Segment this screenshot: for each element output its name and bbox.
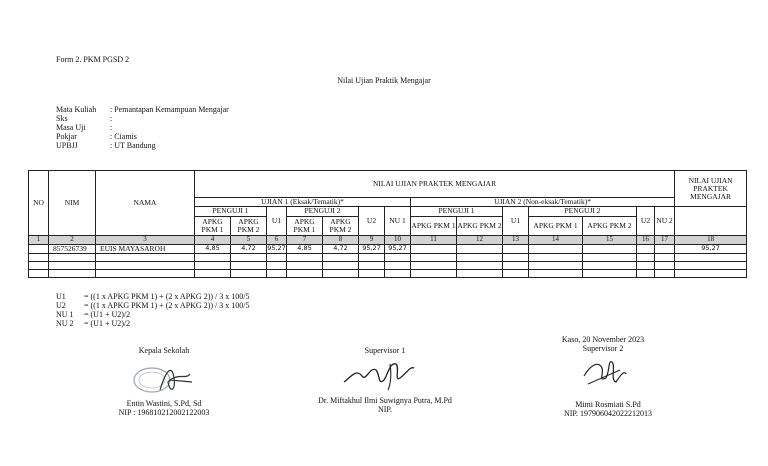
cell-apkg-2: 4,72 (231, 244, 267, 253)
signer-nip: NIP. 197906042022212013 (563, 408, 652, 418)
meta-value: : (110, 123, 113, 132)
meta-key: Mata Kuliah (56, 105, 97, 114)
header-apkg-pkm-1: APKG PKM 1 (287, 216, 323, 235)
column-number: 4 (195, 235, 231, 244)
formula-key: NU 1 (56, 310, 74, 319)
header-nama: NAMA (96, 171, 195, 236)
signature-role: Supervisor 2 (582, 343, 624, 353)
header-main: NILAI UJIAN PRAKTEK MENGAJAR (195, 171, 675, 198)
column-number: 1 (29, 235, 49, 244)
signature-role: Kepala Sekolah (138, 346, 190, 355)
header-final-blank (675, 207, 747, 235)
course-info (56, 106, 229, 151)
signer-name: Entin Wastini, S.Pd, Sd (126, 399, 202, 408)
meta-value: : (110, 114, 113, 123)
column-number-row (29, 235, 747, 244)
header-u1: U1 (503, 207, 529, 235)
cell-apkg-1: 4,85 (287, 244, 323, 253)
cell-apkg-2: 4,72 (323, 244, 359, 253)
formula-value: = (U1 + U2)/2 (84, 319, 131, 328)
signature-image (580, 356, 630, 390)
cell-nim: 857526739 (49, 244, 96, 253)
meta-key: Sks (56, 114, 68, 123)
signature-image (340, 356, 420, 392)
table-row-empty (29, 261, 747, 269)
cell-apkg-1 (411, 244, 457, 253)
header-no: NO (29, 171, 49, 236)
place-date: Kaso, 20 November 2023 (561, 335, 645, 344)
header-apkg-pkm-1: APKG PKM 1 (411, 216, 457, 235)
column-number: 15 (583, 235, 637, 244)
cell-u1: 95,27 (267, 244, 286, 253)
header-nu1: NU 1 (385, 207, 411, 235)
meta-row-masa-uji (56, 124, 229, 133)
formula-legend (56, 293, 249, 329)
cell-apkg-1 (529, 244, 583, 253)
cell-nama: EUIS MAYASAROH (96, 244, 195, 253)
formula-value: = ((1 x APKG PKM 1) + (2 x APKG 2)) / 3 x 100/5 (84, 292, 250, 301)
formula-key: U1 (56, 292, 66, 301)
signer-kepala-sekolah (104, 400, 224, 418)
signature-supervisor-2 (548, 336, 658, 354)
column-number: 9 (359, 235, 385, 244)
header-apkg-pkm-2: APKG PKM 2 (323, 216, 359, 235)
header-penguji-2: PENGUJI 2 (529, 207, 637, 216)
form-code: Form 2. PKM PGSD 2 (56, 55, 130, 64)
signature-role: Supervisor 1 (364, 346, 406, 355)
table-row-empty (29, 253, 747, 261)
cell-u2 (637, 244, 655, 253)
cell-apkg-2 (457, 244, 503, 253)
meta-key: Pokjar (56, 132, 77, 141)
signer-nip: NIP. (377, 404, 392, 414)
column-number: 17 (655, 235, 675, 244)
column-number: 6 (267, 235, 287, 244)
signer-name: Dr. Miftakhul Ilmi Suwignya Putra, M.Pd (318, 396, 452, 405)
column-number: 7 (287, 235, 323, 244)
signer-supervisor-1 (300, 397, 470, 415)
column-number: 13 (503, 235, 529, 244)
meta-row-upbjj (56, 142, 229, 151)
stamp-and-signature-image (130, 360, 200, 400)
header-apkg-pkm-1: APKG PKM 1 (195, 216, 231, 235)
signature-supervisor-1 (300, 347, 470, 356)
column-number: 14 (529, 235, 583, 244)
column-number: 10 (385, 235, 411, 244)
signer-nip: NIP : 196810212002122003 (118, 407, 210, 417)
grades-table (28, 170, 747, 278)
formula-key: NU 2 (56, 319, 74, 328)
column-number: 2 (49, 235, 96, 244)
meta-value: : UT Bandung (110, 141, 156, 150)
header-final-score: NILAI UJIAN PRAKTEK MENGAJAR (675, 171, 747, 207)
header-apkg-pkm-2: APKG PKM 2 (457, 216, 503, 235)
meta-key: Masa Uji (56, 123, 86, 132)
header-ujian-1: UJIAN 1 (Eksak/Tematik)* (195, 198, 411, 207)
cell-no (29, 244, 49, 253)
meta-value: : Ciamis (110, 132, 137, 141)
header-penguji-2: PENGUJI 2 (287, 207, 359, 216)
document-title: Nilai Ujian Praktik Mengajar (337, 76, 431, 85)
header-penguji-1: PENGUJI 1 (195, 207, 267, 216)
meta-value: : Pemantapan Kemampuan Mengajar (110, 105, 229, 114)
table-row-empty (29, 269, 747, 277)
cell-nu1: 95,27 (385, 244, 411, 253)
cell-u2: 95,27 (359, 244, 385, 253)
cell-apkg-2 (583, 244, 637, 253)
header-apkg-pkm-1: APKG PKM 1 (529, 216, 583, 235)
header-apkg-pkm-2: APKG PKM 2 (583, 216, 637, 235)
header-nu2: NU 2 (655, 207, 675, 235)
column-number: 12 (457, 235, 503, 244)
header-nim: NIM (49, 171, 96, 236)
column-number: 18 (675, 235, 747, 244)
cell-final-score: 95,27 (675, 244, 747, 253)
signature-kepala-sekolah (104, 347, 224, 356)
cell-nu2 (655, 244, 675, 253)
header-u1: U1 (267, 207, 287, 235)
header-u2: U2 (637, 207, 655, 235)
formula-value: = ((1 x APKG PKM 1) + (2 x APKG 2)) / 3 x 100/5 (84, 301, 250, 310)
header-u2: U2 (359, 207, 385, 235)
cell-apkg-1: 4,85 (195, 244, 231, 253)
column-number: 16 (637, 235, 655, 244)
column-number: 11 (411, 235, 457, 244)
formula-row (56, 320, 249, 329)
header-penguji-1: PENGUJI 1 (411, 207, 503, 216)
column-number: 5 (231, 235, 267, 244)
meta-key: UPBJJ (56, 141, 78, 150)
formula-value: = (U1 + U2)/2 (84, 310, 131, 319)
formula-key: U2 (56, 301, 66, 310)
column-number: 8 (323, 235, 359, 244)
cell-u1 (503, 244, 529, 253)
header-ujian-2: UJIAN 2 (Non-eksak/Tematik)* (411, 198, 675, 207)
header-apkg-pkm-2: APKG PKM 2 (231, 216, 267, 235)
table-row (29, 244, 747, 253)
signer-name: Mimi Rosmiati S.Pd (575, 400, 641, 409)
column-number: 3 (96, 235, 195, 244)
signer-supervisor-2 (548, 401, 668, 419)
meta-row-course (56, 106, 229, 115)
